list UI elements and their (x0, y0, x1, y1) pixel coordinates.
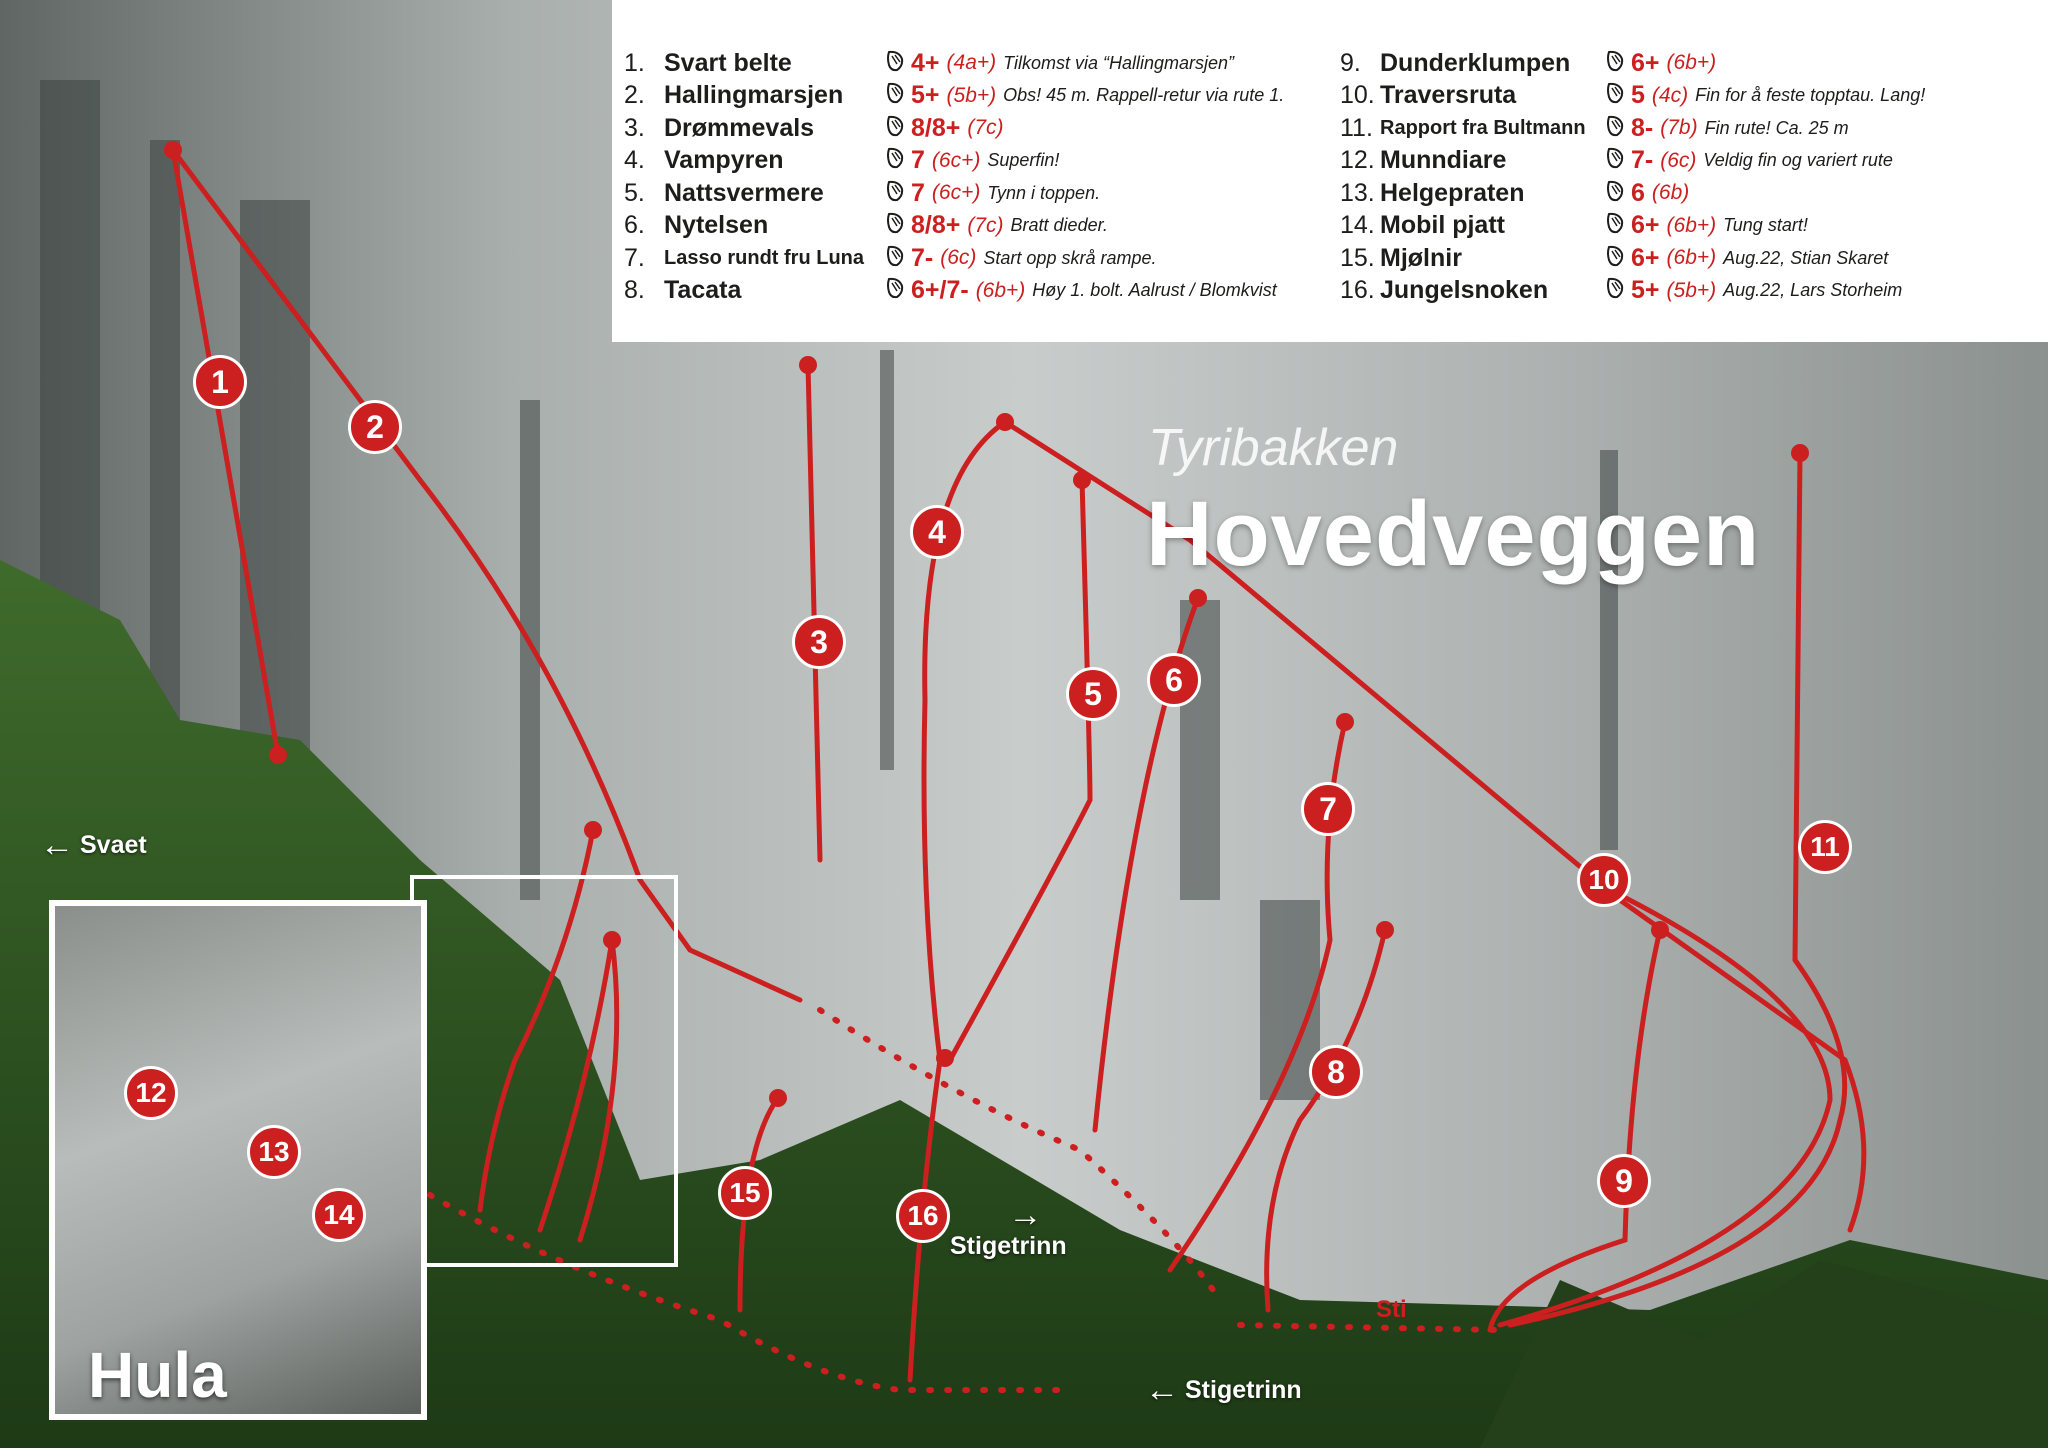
anchor-8 (1376, 921, 1394, 939)
arrow-left-icon: ← (40, 826, 74, 864)
legend-row (1340, 146, 1506, 176)
legend-row (624, 81, 843, 111)
route-line-9 (1490, 930, 1660, 1330)
route-marker-14[interactable]: 14 (312, 1188, 366, 1242)
legend-note: Start opp skrå rampe. (983, 247, 1157, 268)
legend-route-name: Helgepraten (1380, 178, 1525, 207)
legend-note: Aug.22, Lars Storheim (1723, 280, 1903, 300)
legend-grade (1605, 243, 1888, 273)
route-line-8 (1267, 930, 1385, 1310)
legend-route-number: 6. (624, 211, 645, 239)
legend-row (624, 146, 784, 176)
legend-note: Tilkomst via “Hallingmarsjen” (1003, 52, 1235, 73)
route-marker-13[interactable]: 13 (247, 1125, 301, 1179)
route-legend-panel (612, 0, 2048, 342)
legend-grade (1605, 146, 1893, 176)
legend-french-grade: (7c) (967, 213, 1004, 237)
climbing-shoe-icon (1605, 245, 1631, 272)
route-marker-9[interactable]: 9 (1597, 1154, 1651, 1208)
legend-note: Høy 1. bolt. Aalrust / Blomkvist (1032, 280, 1277, 300)
legend-route-number: 9. (1340, 48, 1361, 77)
legend-grade (1605, 178, 1689, 208)
anchor-16 (936, 1049, 954, 1067)
legend-route-name: Svart belte (664, 48, 792, 77)
legend-route-name: Dunderklumpen (1380, 48, 1571, 77)
legend-row (1340, 243, 1462, 273)
route-marker-10[interactable]: 10 (1577, 853, 1631, 907)
legend-grade (1605, 81, 1925, 111)
legend-grade (885, 243, 1156, 273)
svaet-label: Svaet (80, 830, 147, 859)
arrow-right-icon: → (1008, 1196, 1043, 1234)
route-marker-16[interactable]: 16 (896, 1189, 950, 1243)
climbing-shoe-icon (885, 147, 911, 174)
legend-norwegian-grade: 6+ (1631, 243, 1660, 272)
legend-norwegian-grade: 8/8+ (911, 113, 961, 142)
legend-french-grade: (6c+) (931, 148, 981, 172)
anchor-6 (1189, 589, 1207, 607)
legend-grade (1605, 48, 1716, 78)
legend-route-number: 8. (624, 276, 645, 304)
legend-route-name: Lasso rundt fru Luna (664, 246, 864, 269)
legend-route-number: 11. (1340, 113, 1373, 142)
legend-norwegian-grade: 6+/7- (911, 276, 969, 304)
legend-row (1340, 113, 1586, 143)
svaet-direction-label (40, 828, 147, 862)
legend-norwegian-grade: 4+ (911, 48, 940, 77)
legend-note: Tung start! (1723, 215, 1808, 235)
legend-route-number: 4. (624, 146, 645, 174)
route-marker-5[interactable]: 5 (1066, 667, 1120, 721)
legend-norwegian-grade: 7 (911, 178, 925, 207)
legend-route-number: 12. (1340, 146, 1375, 174)
climbing-shoe-icon (1605, 82, 1631, 109)
legend-grade (885, 276, 1277, 306)
crag-title: Tyribakken (1148, 419, 1399, 477)
legend-row (624, 48, 792, 78)
hula-label: Hula (88, 1339, 227, 1411)
legend-route-name: Tacata (664, 276, 742, 304)
anchor-15 (769, 1089, 787, 1107)
climbing-shoe-icon (1605, 147, 1631, 174)
legend-norwegian-grade: 7- (911, 243, 934, 272)
legend-route-number: 16. (1340, 276, 1375, 304)
climbing-shoe-icon (885, 212, 911, 239)
climbing-shoe-icon (1605, 277, 1631, 304)
climbing-shoe-icon (885, 82, 911, 109)
route-marker-7[interactable]: 7 (1301, 782, 1355, 836)
stigetrinn-text-upper: Stigetrinn (950, 1232, 1067, 1260)
route-line-1 (173, 150, 278, 755)
legend-row (1340, 211, 1505, 241)
legend-grade (885, 146, 1059, 176)
route-marker-6[interactable]: 6 (1147, 653, 1201, 707)
legend-route-name: Vampyren (664, 146, 784, 174)
legend-norwegian-grade: 6+ (1631, 211, 1660, 239)
climbing-shoe-icon (1605, 212, 1631, 239)
sti-label: Sti (1376, 1296, 1407, 1323)
legend-grade (885, 113, 1004, 143)
legend-route-name: Munndiare (1380, 146, 1507, 174)
legend-note: Obs! 45 m. Rappell-retur via rute 1. (1003, 85, 1285, 105)
arrow-left-icon: ← (1145, 1371, 1179, 1409)
legend-french-grade: (6b+) (1666, 51, 1717, 74)
legend-route-number: 14. (1340, 211, 1375, 239)
climbing-shoe-icon (885, 277, 911, 304)
stigetrinn-text-lower: Stigetrinn (1185, 1375, 1302, 1404)
route-marker-8[interactable]: 8 (1309, 1045, 1363, 1099)
anchor-5 (1073, 471, 1091, 489)
legend-route-number: 15. (1340, 243, 1375, 272)
legend-note: Tynn i toppen. (987, 182, 1101, 203)
legend-route-number: 13. (1340, 178, 1375, 207)
legend-french-grade: (6b+) (1666, 213, 1717, 237)
climbing-shoe-icon (885, 115, 911, 142)
anchor-1 (164, 141, 182, 159)
anchor-4 (996, 413, 1014, 431)
hula-area-frame (410, 875, 678, 1267)
legend-route-name: Nattsvermere (664, 178, 824, 207)
route-line-5 (950, 480, 1090, 1060)
legend-route-number: 1. (624, 48, 645, 77)
climbing-shoe-icon (1605, 180, 1631, 207)
stigetrinn-label-lower (1145, 1373, 1302, 1407)
route-marker-2[interactable]: 2 (348, 400, 402, 454)
legend-french-grade: (4c) (1651, 83, 1689, 107)
route-line-3 (808, 365, 820, 860)
anchor-9 (1651, 921, 1669, 939)
anchor-11 (1791, 444, 1809, 462)
legend-french-grade: (4a+) (946, 51, 997, 74)
route-marker-3[interactable]: 3 (792, 615, 846, 669)
legend-french-grade: (6c) (940, 246, 977, 269)
legend-route-name: Drømmevals (664, 113, 815, 142)
legend-row (1340, 178, 1524, 208)
legend-norwegian-grade: 8/8+ (911, 211, 961, 239)
legend-note: Bratt dieder. (1010, 215, 1108, 235)
legend-route-number: 5. (624, 178, 645, 207)
legend-route-number: 10. (1340, 81, 1375, 109)
legend-note: Aug.22, Stian Skaret (1723, 247, 1889, 268)
legend-norwegian-grade: 6+ (1631, 48, 1660, 77)
legend-french-grade: (6c+) (931, 181, 981, 204)
climbing-shoe-icon (1605, 50, 1631, 77)
legend-grade (885, 178, 1100, 208)
legend-route-name: Traversruta (1380, 81, 1517, 109)
legend-route-name: Jungelsnoken (1380, 276, 1549, 304)
legend-norwegian-grade: 7 (911, 146, 925, 174)
route-marker-11[interactable]: 11 (1798, 820, 1852, 874)
climbing-shoe-icon (885, 245, 911, 272)
legend-french-grade: (7c) (967, 116, 1004, 139)
legend-note: Veldig fin og variert rute (1703, 150, 1893, 170)
legend-row (624, 276, 741, 306)
stigetrinn-label-upper (950, 1198, 1067, 1261)
legend-route-name: Mjølnir (1380, 243, 1462, 272)
anchor-hula-a (584, 821, 602, 839)
legend-route-name: Mobil pjatt (1380, 211, 1505, 239)
legend-row (1340, 48, 1570, 78)
legend-row (1340, 81, 1516, 111)
legend-note: Fin for å feste topptau. Lang! (1695, 85, 1926, 105)
anchor-7 (1336, 713, 1354, 731)
legend-note: Fin rute! Ca. 25 m (1704, 117, 1849, 138)
legend-route-name: Rapport fra Bultmann (1380, 116, 1586, 139)
legend-route-name: Hallingmarsjen (664, 81, 844, 109)
legend-grade (1605, 276, 1902, 306)
legend-route-number: 3. (624, 113, 645, 142)
legend-grade (885, 48, 1234, 78)
legend-route-name: Nytelsen (664, 211, 769, 239)
legend-row (624, 113, 814, 143)
legend-french-grade: (6b+) (975, 278, 1026, 302)
legend-french-grade: (5b+) (1666, 278, 1717, 302)
legend-grade (1605, 113, 1849, 143)
route-marker-1[interactable]: 1 (193, 355, 247, 409)
legend-french-grade: (6b) (1651, 181, 1690, 204)
legend-row (624, 211, 768, 241)
legend-row (1340, 276, 1548, 306)
climbing-shoe-icon (1605, 115, 1631, 142)
anchor-1-bottom (269, 746, 287, 764)
route-marker-4[interactable]: 4 (910, 505, 964, 559)
legend-norwegian-grade: 7- (1631, 146, 1654, 174)
path-dots-sti (1240, 1325, 1500, 1330)
legend-norwegian-grade: 5 (1631, 81, 1645, 109)
legend-norwegian-grade: 8- (1631, 113, 1654, 142)
legend-norwegian-grade: 6 (1631, 178, 1645, 207)
legend-french-grade: (7b) (1660, 116, 1698, 139)
climbing-shoe-icon (885, 180, 911, 207)
legend-route-number: 2. (624, 81, 645, 109)
wall-title: Hovedveggen (1146, 483, 1761, 585)
legend-row (624, 243, 864, 273)
route-marker-12[interactable]: 12 (124, 1066, 178, 1120)
route-marker-15[interactable]: 15 (718, 1166, 772, 1220)
legend-row (624, 178, 824, 208)
legend-french-grade: (5b+) (946, 83, 997, 107)
legend-grade (885, 81, 1284, 111)
anchor-3 (799, 356, 817, 374)
legend-norwegian-grade: 5+ (1631, 276, 1660, 304)
legend-route-number: 7. (624, 243, 645, 272)
legend-norwegian-grade: 5+ (911, 81, 940, 109)
legend-note: Superfin! (987, 150, 1060, 170)
legend-french-grade: (6c) (1660, 148, 1697, 172)
legend-grade (885, 211, 1108, 241)
route-line-10 (1500, 890, 1830, 1325)
legend-french-grade: (6b+) (1666, 246, 1717, 269)
legend-grade (1605, 211, 1808, 241)
climbing-shoe-icon (885, 50, 911, 77)
